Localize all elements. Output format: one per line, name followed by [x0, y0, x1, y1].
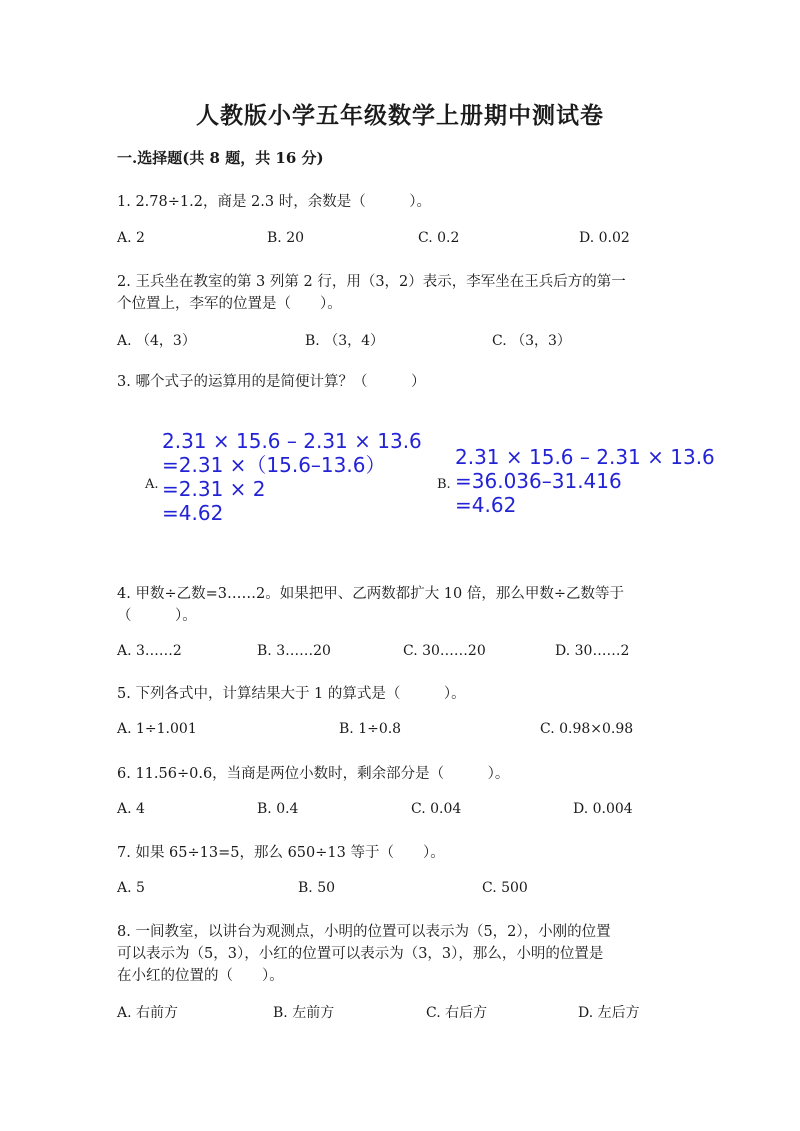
q8-option-d[interactable]: D. 左后方	[578, 1005, 640, 1021]
q6-option-c[interactable]: C. 0.04	[411, 801, 462, 817]
q3-option-b[interactable]: B.	[437, 477, 451, 492]
question-2-line-2: 个位置上，李军的位置是（ ）。	[117, 296, 342, 312]
q7-option-c[interactable]: C. 500	[482, 880, 528, 896]
question-2-line-1: 2. 王兵坐在教室的第 3 列第 2 行，用（3，2）表示，李军坐在王兵后方的第一	[117, 274, 626, 290]
q4-option-d[interactable]: D. 30……2	[555, 643, 630, 659]
section-heading: 一.选择题(共 8 题，共 16 分)	[117, 149, 324, 167]
q8-option-b[interactable]: B. 左前方	[273, 1005, 335, 1021]
q8-option-a[interactable]: A. 右前方	[117, 1005, 179, 1021]
question-7: 7. 如果 65÷13=5，那么 650÷13 等于（ ）。	[117, 845, 445, 861]
q7-option-a[interactable]: A. 5	[117, 880, 145, 896]
q3-b-line-3: =4.62	[455, 493, 517, 517]
q8-option-c[interactable]: C. 右后方	[426, 1005, 488, 1021]
q3-image-b	[455, 445, 715, 517]
question-6: 6. 11.56÷0.6，当商是两位小数时，剩余部分是（ ）。	[117, 766, 510, 782]
q2-option-c[interactable]: C. （3，3）	[492, 333, 571, 349]
q2-option-b[interactable]: B. （3，4）	[305, 333, 385, 349]
q6-option-d[interactable]: D. 0.004	[573, 801, 633, 817]
q5-option-a[interactable]: A. 1÷1.001	[117, 721, 197, 737]
q2-option-a[interactable]: A. （4，3）	[117, 333, 196, 349]
question-8-line-2: 可以表示为（5，3），小红的位置可以表示为（3，3），那么，小明的位置是	[117, 946, 604, 962]
question-1: 1. 2.78÷1.2，商是 2.3 时，余数是（ ）。	[117, 194, 431, 210]
q4-option-c[interactable]: C. 30……20	[403, 643, 486, 659]
q3-option-a[interactable]: A.	[145, 477, 159, 492]
q5-option-c[interactable]: C. 0.98×0.98	[540, 721, 634, 737]
q6-option-b[interactable]: B. 0.4	[257, 801, 299, 817]
question-8-line-3: 在小红的位置的（ ）。	[117, 968, 284, 984]
page-title: 人教版小学五年级数学上册期中测试卷	[196, 102, 604, 129]
question-5: 5. 下列各式中，计算结果大于 1 的算式是（ ）。	[117, 686, 466, 702]
q6-option-a[interactable]: A. 4	[117, 801, 145, 817]
q1-option-b[interactable]: B. 20	[267, 230, 305, 246]
q5-option-b[interactable]: B. 1÷0.8	[339, 721, 402, 737]
q3-image-a	[162, 429, 422, 525]
q3-a-line-3: =2.31 × 2	[162, 477, 266, 501]
q1-option-a[interactable]: A. 2	[117, 230, 145, 246]
q3-a-line-4: =4.62	[162, 501, 224, 525]
q3-b-line-1: 2.31 × 15.6 – 2.31 × 13.6	[455, 445, 715, 469]
q1-option-c[interactable]: C. 0.2	[418, 230, 460, 246]
question-3: 3. 哪个式子的运算用的是简便计算？（ ）	[117, 374, 426, 390]
q1-option-d[interactable]: D. 0.02	[579, 230, 630, 246]
q3-b-line-2: =36.036–31.416	[455, 469, 622, 493]
question-8-line-1: 8. 一间教室，以讲台为观测点，小明的位置可以表示为（5，2），小刚的位置	[117, 924, 611, 940]
q4-option-a[interactable]: A. 3……2	[117, 643, 182, 659]
q4-option-b[interactable]: B. 3……20	[257, 643, 331, 659]
q7-option-b[interactable]: B. 50	[298, 880, 336, 896]
q3-a-line-2: =2.31 ×（15.6–13.6）	[162, 453, 386, 477]
question-4-line-2: （ ）。	[117, 608, 197, 624]
question-4-line-1: 4. 甲数÷乙数=3……2。如果把甲、乙两数都扩大 10 倍，那么甲数÷乙数等于	[117, 586, 625, 602]
q3-a-line-1: 2.31 × 15.6 – 2.31 × 13.6	[162, 429, 422, 453]
